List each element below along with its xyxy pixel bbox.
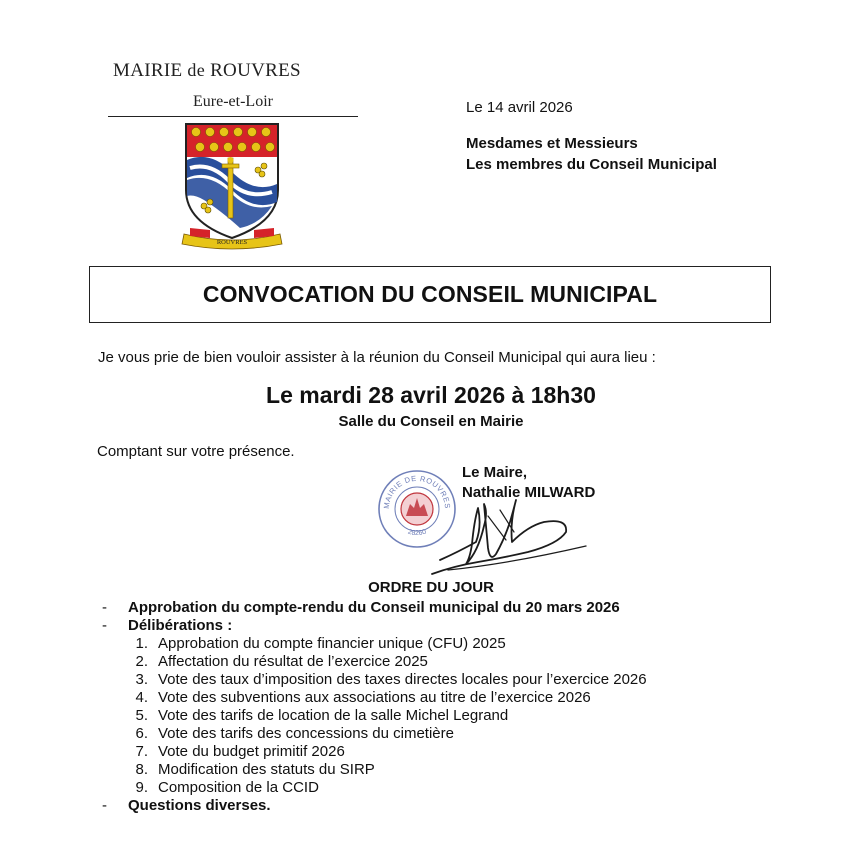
mairie-de: de [187,60,206,80]
agenda-bullet: - [102,797,107,814]
letter-date: Le 14 avril 2026 [466,99,573,116]
coat-of-arms-logo [180,120,284,252]
addressee [466,133,717,175]
closing-text: Comptant sur votre présence. [97,443,295,460]
agenda-bullet: - [102,599,107,616]
addressee-line-2: Les membres du Conseil Municipal [466,156,717,173]
mayor-name: Nathalie MILWARD [462,484,596,501]
agenda-bullet: - [102,617,107,634]
agenda-item-deliberations: Délibérations : [128,617,233,634]
stamp-bottom-text: 28260 [406,528,428,538]
agenda-title: ORDRE DU JOUR [368,579,494,596]
deliberation-number: 8. [135,761,148,778]
deliberation-number: 2. [135,653,148,670]
deliberation-number: 9. [135,779,148,796]
deliberation-text: Vote du budget primitif 2026 [158,743,345,760]
stamp-top-text: MAIRIE DE ROUVRES [381,473,453,510]
deliberation-number: 7. [135,743,148,760]
deliberation-text: Vote des subventions aux associations au titre de l’exercice 2026 [158,689,591,706]
crest-banner-text: ROUVRES [216,239,248,246]
meeting-venue: Salle du Conseil en Mairie [338,413,524,430]
deliberation-text: Modification des statuts du SIRP [158,761,375,778]
deliberation-text: Vote des tarifs de location de la salle Michel Legrand [158,707,509,724]
mairie-prefix: MAIRIE [113,60,183,81]
deliberation-number: 1. [135,635,148,652]
mairie-name [113,60,301,82]
deliberation-text: Composition de la CCID [158,779,319,796]
meeting-date: Le mardi 28 avril 2026 à 18h30 [266,382,596,408]
agenda-item-approval: Approbation du compte-rendu du Conseil municipal du 20 mars 2026 [128,599,620,616]
agenda-item-questions: Questions diverses. [128,797,271,814]
deliberation-text: Vote des taux d’imposition des taxes directes locales pour l’exercice 2026 [158,671,647,688]
mayor-title: Le Maire, [462,464,528,481]
header-divider [108,116,358,117]
deliberation-number: 4. [135,689,148,706]
intro-text: Je vous prie de bien vouloir assister à la réunion du Conseil Municipal qui aura lieu : [98,349,656,366]
deliberation-text: Affectation du résultat de l’exercice 2025 [158,653,428,670]
deliberation-text: Vote des tarifs des concessions du cimetière [158,725,454,742]
deliberation-text: Approbation du compte financier unique (CFU) 2025 [158,635,506,652]
mayor-signature-block [462,463,595,503]
deliberation-number: 3. [135,671,148,688]
addressee-line-1: Mesdames et Messieurs [466,135,638,152]
deliberation-number: 5. [135,707,148,724]
department: Eure-et-Loir [193,93,273,110]
document-title: CONVOCATION DU CONSEIL MUNICIPAL [89,266,771,323]
deliberation-number: 6. [135,725,148,742]
mairie-town: ROUVRES [210,60,301,81]
